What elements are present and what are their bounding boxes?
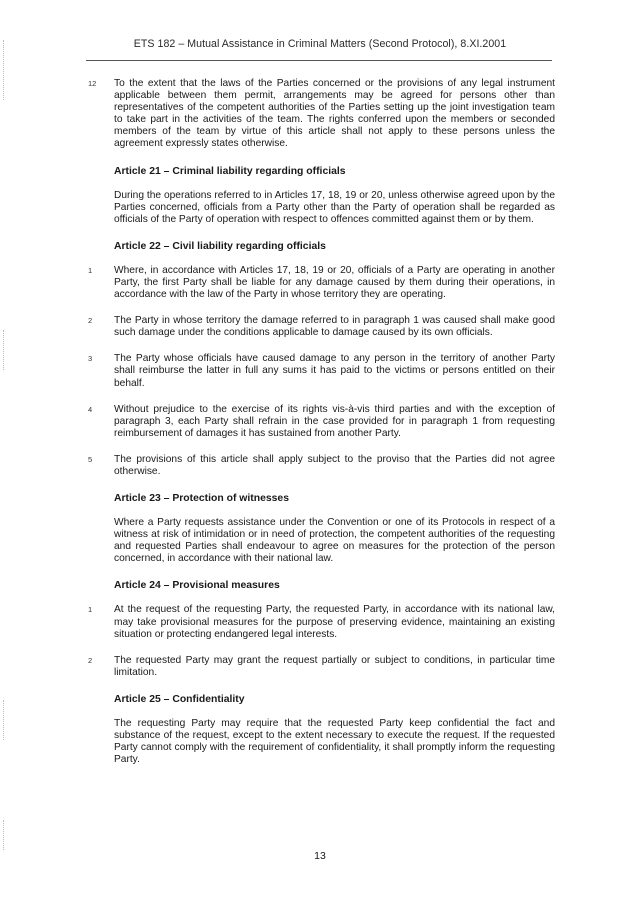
paragraph-text: Where a Party requests assistance under the Convention or one of its Protocols in respect of a witness at risk of intimidation or in need of protection, the competent authorities of the requesting and requested Parties shall endeavour to agree on measures for the protection of the person concerned, in accordance with their national law. bbox=[114, 517, 555, 565]
paragraph-art22-4 bbox=[0, 404, 640, 440]
paragraph-text: At the request of the requesting Party, the requested Party, in accordance with its national law, may take provisional measures for the purpose of preserving evidence, maintaining an existing situation or protecting endangered legal interests. bbox=[114, 604, 555, 640]
paragraph-art20-12 bbox=[0, 78, 640, 151]
paragraph-text: The requesting Party may require that the requested Party keep confidential the fact and substance of the request, except to the extent necessary to execute the request. If the requested Party cannot comply with the requirement of confidentiality, it shall promptly inform the requesting Party. bbox=[114, 717, 555, 766]
paragraph-number: 1 bbox=[88, 605, 93, 615]
paragraph-art25 bbox=[0, 718, 640, 766]
article-23-heading: Article 23 – Protection of witnesses bbox=[114, 493, 289, 505]
paragraph-art22-5 bbox=[0, 454, 640, 478]
scan-edge-marks bbox=[3, 820, 5, 850]
paragraph-number: 5 bbox=[88, 454, 93, 464]
paragraph-text: During the operations referred to in Articles 17, 18, 19 or 20, unless otherwise agreed upon by the Parties concerned, officials from a Party other than the Party of operation shall be regarded as officials of the Party of operation with respect to offences committed against them or by them. bbox=[114, 189, 555, 225]
paragraph-art22-1 bbox=[0, 265, 640, 301]
paragraph-text: The provisions of this article shall apply subject to the proviso that the Parties did not agree otherwise. bbox=[114, 453, 555, 477]
document-body bbox=[0, 78, 640, 780]
scan-edge-marks bbox=[3, 700, 5, 740]
page-header: ETS 182 – Mutual Assistance in Criminal Matters (Second Protocol), 8.XI.2001 bbox=[133, 38, 507, 50]
scan-edge-marks bbox=[3, 330, 5, 370]
paragraph-art24-2 bbox=[0, 655, 640, 679]
paragraph-text: The requested Party may grant the request partially or subject to conditions, in particular time limitation. bbox=[114, 654, 555, 678]
paragraph-number: 1 bbox=[88, 265, 93, 275]
paragraph-art22-2 bbox=[0, 315, 640, 339]
page-number: 13 bbox=[314, 850, 326, 862]
paragraph-number: 4 bbox=[88, 404, 93, 414]
article-22-heading: Article 22 – Civil liability regarding officials bbox=[114, 240, 326, 252]
article-25-heading: Article 25 – Confidentiality bbox=[114, 693, 245, 705]
paragraph-art22-3 bbox=[0, 353, 640, 389]
header-rule bbox=[86, 60, 552, 61]
paragraph-number: 12 bbox=[88, 79, 97, 88]
article-24-heading: Article 24 – Provisional measures bbox=[114, 580, 280, 592]
scan-edge-marks bbox=[3, 40, 5, 100]
paragraph-art21 bbox=[0, 190, 640, 226]
paragraph-number: 3 bbox=[88, 354, 93, 364]
paragraph-text: The Party whose officials have caused damage to any person in the territory of another Party shall reimburse the latter in full any sums it has paid to the victims or persons entitled on their behalf. bbox=[114, 353, 555, 389]
paragraph-text: Where, in accordance with Articles 17, 18, 19 or 20, officials of a Party are operating in another Party, the first Party shall be liable for any damage caused by them during their operations, in accordance with the law of the Party in whose territory they are operating. bbox=[114, 264, 555, 301]
paragraph-text: The Party in whose territory the damage referred to in paragraph 1 was caused shall make good such damage under the conditions applicable to damage caused by its own officials. bbox=[114, 315, 555, 339]
paragraph-number: 2 bbox=[88, 316, 93, 326]
paragraph-text: To the extent that the laws of the Parties concerned or the provisions of any legal instrument applicable between them permit, arrangements may be agreed for persons other than representatives of the competent authorities of the Parties setting up the joint investigation team to take part in the activities of the team. The rights conferred upon the members or seconded members of the team by virtue of this article shall not apply to these persons unless the agreement expressly states otherwise. bbox=[114, 78, 555, 150]
paragraph-number: 2 bbox=[88, 655, 93, 665]
paragraph-art24-1 bbox=[0, 604, 640, 640]
paragraph-text: Without prejudice to the exercise of its rights vis-à-vis third parties and with the exception of paragraph 3, each Party shall refrain in the case provided for in paragraph 1 from requesting reimbursement of damages it has sustained from another Party. bbox=[114, 403, 555, 439]
paragraph-art23 bbox=[0, 517, 640, 565]
article-21-heading: Article 21 – Criminal liability regarding officials bbox=[114, 165, 346, 177]
